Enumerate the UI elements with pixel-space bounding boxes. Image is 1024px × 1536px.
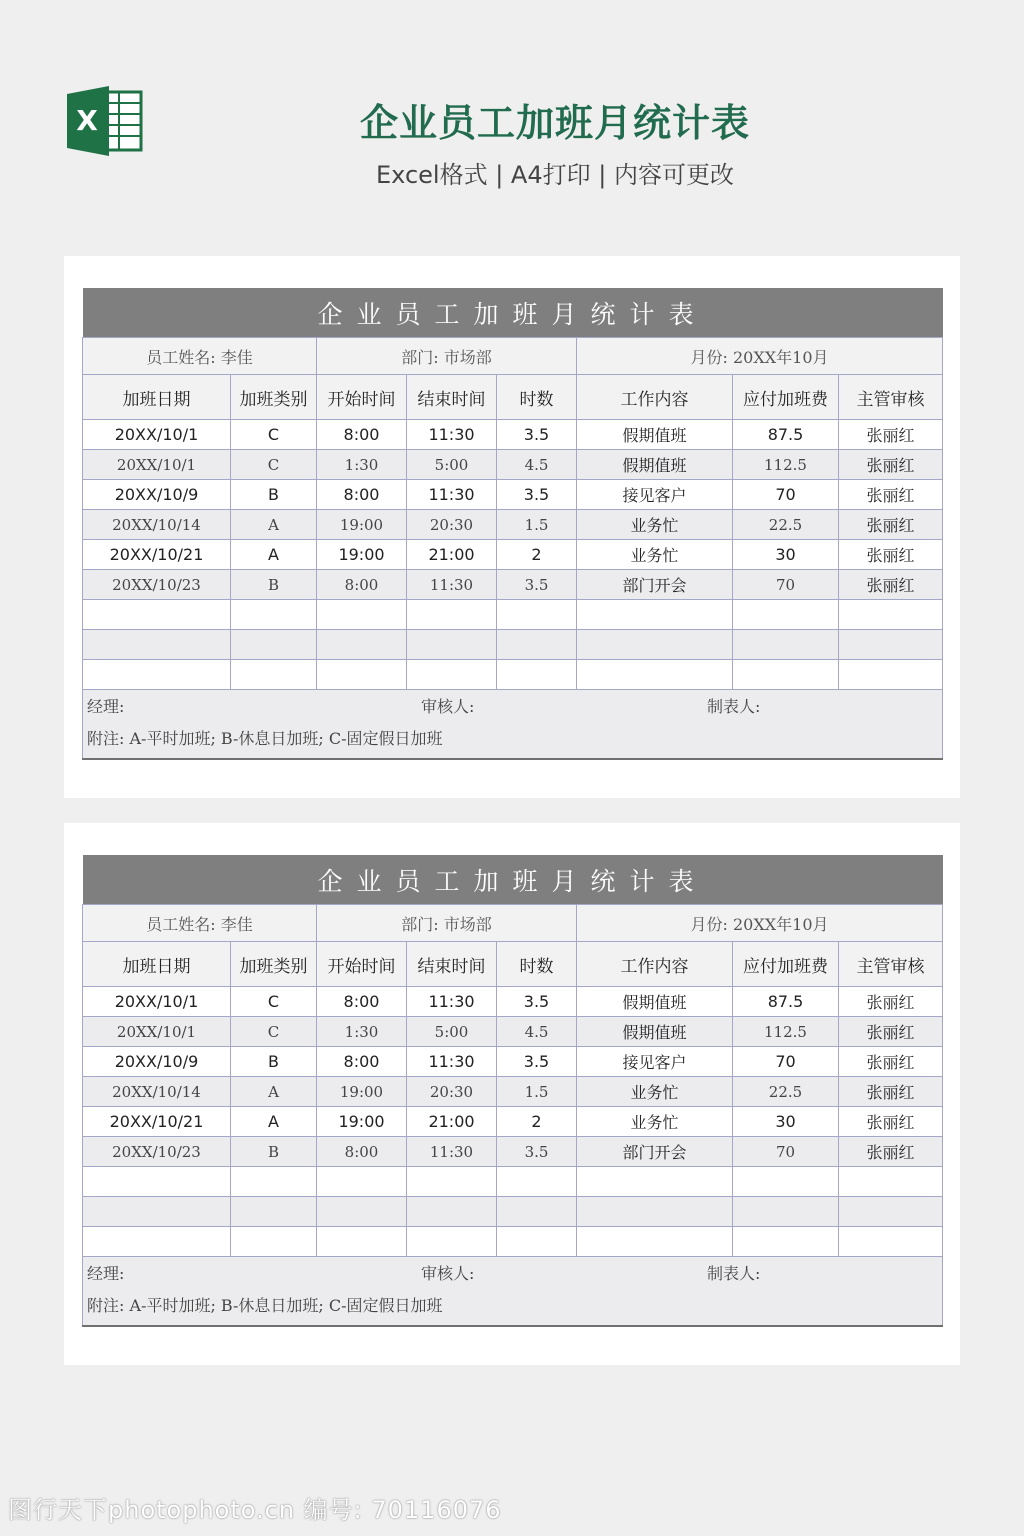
- table-cell[interactable]: 接见客户: [577, 1047, 733, 1077]
- table-cell[interactable]: 11:30: [407, 987, 497, 1017]
- table-cell[interactable]: 8:00: [317, 1137, 407, 1167]
- table-row: [83, 510, 943, 540]
- table-cell[interactable]: 3.5: [497, 420, 577, 450]
- table-cell[interactable]: [83, 600, 231, 630]
- table-cell[interactable]: 部门开会: [577, 570, 733, 600]
- table-row: [83, 540, 943, 570]
- table-cell[interactable]: [317, 630, 407, 660]
- table-cell[interactable]: 张丽红: [839, 987, 943, 1017]
- table-cell[interactable]: [407, 660, 497, 690]
- table-row: [83, 660, 943, 690]
- table-cell[interactable]: [231, 1167, 317, 1197]
- table-cell[interactable]: [497, 600, 577, 630]
- column-header: 结束时间: [407, 375, 497, 420]
- maker-label: 制表人:: [707, 697, 761, 716]
- table-cell[interactable]: [83, 1197, 231, 1227]
- table-cell[interactable]: [839, 600, 943, 630]
- table-cell[interactable]: [839, 1197, 943, 1227]
- table-cell[interactable]: 22.5: [733, 1077, 839, 1107]
- table-cell[interactable]: 70: [733, 1137, 839, 1167]
- table-cell[interactable]: [497, 1167, 577, 1197]
- table-row: [83, 420, 943, 450]
- table-cell[interactable]: [231, 660, 317, 690]
- table-cell[interactable]: 20XX/10/23: [83, 1137, 231, 1167]
- table-cell[interactable]: [497, 630, 577, 660]
- table-cell[interactable]: 部门开会: [577, 1137, 733, 1167]
- table-cell[interactable]: 假期值班: [577, 420, 733, 450]
- table-cell[interactable]: 20XX/10/14: [83, 510, 231, 540]
- table-cell[interactable]: [733, 630, 839, 660]
- footer-cell: [83, 1257, 943, 1327]
- table-cell[interactable]: 张丽红: [839, 450, 943, 480]
- table-cell[interactable]: 3.5: [497, 480, 577, 510]
- table-cell[interactable]: 张丽红: [839, 1047, 943, 1077]
- column-header: 时数: [497, 942, 577, 987]
- table-cell[interactable]: 112.5: [733, 1017, 839, 1047]
- table-cell[interactable]: [231, 1227, 317, 1257]
- table-cell[interactable]: [83, 1227, 231, 1257]
- column-header: 开始时间: [317, 942, 407, 987]
- manager-label: 经理:: [87, 1264, 125, 1283]
- table-cell[interactable]: 8:00: [317, 480, 407, 510]
- table-cell[interactable]: [83, 630, 231, 660]
- table-cell[interactable]: 8:00: [317, 420, 407, 450]
- table-cell[interactable]: [407, 1167, 497, 1197]
- table-cell[interactable]: [733, 1197, 839, 1227]
- table-cell[interactable]: B: [231, 1047, 317, 1077]
- table-cell[interactable]: 业务忙: [577, 1077, 733, 1107]
- department-cell[interactable]: 部门: 市场部: [317, 338, 577, 375]
- table-cell[interactable]: 5:00: [407, 1017, 497, 1047]
- table-cell[interactable]: 11:30: [407, 1137, 497, 1167]
- table-cell[interactable]: [317, 660, 407, 690]
- table-cell[interactable]: 20XX/10/1: [83, 1017, 231, 1047]
- table-cell[interactable]: [83, 660, 231, 690]
- month-cell[interactable]: 月份: 20XX年10月: [577, 338, 943, 375]
- table-cell[interactable]: 20XX/10/23: [83, 570, 231, 600]
- table-cell[interactable]: 20XX/10/1: [83, 420, 231, 450]
- table-cell[interactable]: 接见客户: [577, 480, 733, 510]
- table-cell[interactable]: [231, 600, 317, 630]
- table-row: [83, 1107, 943, 1137]
- table-cell[interactable]: [577, 1197, 733, 1227]
- page-title: 企业员工加班月统计表: [359, 101, 750, 145]
- overtime-table: [82, 855, 943, 1327]
- manager-label: 经理:: [87, 697, 125, 716]
- table-cell[interactable]: 1.5: [497, 510, 577, 540]
- table-cell[interactable]: 假期值班: [577, 987, 733, 1017]
- excel-logo-icon: [67, 86, 143, 156]
- table-cell[interactable]: 19:00: [317, 1077, 407, 1107]
- table-cell[interactable]: 11:30: [407, 570, 497, 600]
- table-cell[interactable]: 112.5: [733, 450, 839, 480]
- sheet-card-2: [64, 823, 960, 1365]
- table-cell[interactable]: 70: [733, 570, 839, 600]
- table-cell[interactable]: [407, 1227, 497, 1257]
- footnote: 附注: A-平时加班; B-休息日加班; C-固定假日加班: [87, 1296, 443, 1315]
- table-cell[interactable]: [733, 1167, 839, 1197]
- table-cell[interactable]: [733, 660, 839, 690]
- table-cell[interactable]: 87.5: [733, 987, 839, 1017]
- table-cell[interactable]: 30: [733, 1107, 839, 1137]
- department-cell[interactable]: 部门: 市场部: [317, 905, 577, 942]
- table-cell[interactable]: 30: [733, 540, 839, 570]
- table-cell[interactable]: C: [231, 1017, 317, 1047]
- column-header: 应付加班费: [733, 375, 839, 420]
- table-cell[interactable]: 张丽红: [839, 540, 943, 570]
- employee-name-cell[interactable]: 员工姓名: 李佳: [83, 905, 317, 942]
- table-cell[interactable]: 1:30: [317, 1017, 407, 1047]
- table-cell[interactable]: 3.5: [497, 570, 577, 600]
- table-cell[interactable]: [733, 600, 839, 630]
- table-cell[interactable]: 业务忙: [577, 510, 733, 540]
- table-cell[interactable]: 20XX/10/9: [83, 1047, 231, 1077]
- table-cell[interactable]: [577, 600, 733, 630]
- table-cell[interactable]: 20XX/10/14: [83, 1077, 231, 1107]
- table-row: [83, 1017, 943, 1047]
- column-header: 加班日期: [83, 942, 231, 987]
- table-cell[interactable]: [231, 1197, 317, 1227]
- table-cell[interactable]: 2: [497, 1107, 577, 1137]
- sheet-card-1: [64, 256, 960, 798]
- table-cell[interactable]: 20XX/10/1: [83, 987, 231, 1017]
- column-header: 工作内容: [577, 942, 733, 987]
- table-cell[interactable]: 20XX/10/21: [83, 540, 231, 570]
- table-cell[interactable]: 假期值班: [577, 1017, 733, 1047]
- sheet-2: [82, 855, 942, 1327]
- reviewer-label: 审核人:: [421, 1264, 475, 1283]
- table-row: [83, 480, 943, 510]
- sheet-1: [82, 288, 942, 760]
- table-cell[interactable]: 张丽红: [839, 1107, 943, 1137]
- table-cell[interactable]: 70: [733, 480, 839, 510]
- excel-logo-letter: X: [76, 104, 98, 137]
- column-header: 时数: [497, 375, 577, 420]
- table-cell[interactable]: [577, 660, 733, 690]
- maker-label: 制表人:: [707, 1264, 761, 1283]
- table-cell[interactable]: [407, 1197, 497, 1227]
- table-cell[interactable]: A: [231, 1107, 317, 1137]
- table-cell[interactable]: [317, 1197, 407, 1227]
- table-cell[interactable]: 张丽红: [839, 1137, 943, 1167]
- table-cell[interactable]: 21:00: [407, 1107, 497, 1137]
- employee-name-cell[interactable]: 员工姓名: 李佳: [83, 338, 317, 375]
- table-cell[interactable]: [407, 600, 497, 630]
- table-cell[interactable]: 1.5: [497, 1077, 577, 1107]
- table-cell[interactable]: [577, 630, 733, 660]
- table-cell[interactable]: [577, 1227, 733, 1257]
- table-cell[interactable]: 张丽红: [839, 1077, 943, 1107]
- table-cell[interactable]: 22.5: [733, 510, 839, 540]
- table-cell[interactable]: 19:00: [317, 1107, 407, 1137]
- table-cell[interactable]: [577, 1167, 733, 1197]
- table-row: [83, 450, 943, 480]
- table-cell[interactable]: B: [231, 480, 317, 510]
- table-cell[interactable]: 2: [497, 540, 577, 570]
- table-cell[interactable]: [733, 1227, 839, 1257]
- table-cell[interactable]: 11:30: [407, 480, 497, 510]
- table-cell[interactable]: 19:00: [317, 510, 407, 540]
- table-cell[interactable]: 11:30: [407, 420, 497, 450]
- column-header: 应付加班费: [733, 942, 839, 987]
- table-cell[interactable]: 张丽红: [839, 570, 943, 600]
- table-cell[interactable]: [839, 1227, 943, 1257]
- table-cell[interactable]: 3.5: [497, 1047, 577, 1077]
- footer-cell: [83, 690, 943, 760]
- table-row: [83, 1227, 943, 1257]
- table-row: [83, 630, 943, 660]
- table-cell[interactable]: A: [231, 1077, 317, 1107]
- table-cell[interactable]: [317, 1167, 407, 1197]
- column-header: 开始时间: [317, 375, 407, 420]
- table-cell[interactable]: [317, 600, 407, 630]
- column-header: 加班类别: [231, 942, 317, 987]
- table-cell[interactable]: A: [231, 510, 317, 540]
- table-cell[interactable]: [497, 660, 577, 690]
- table-row: [83, 987, 943, 1017]
- table-cell[interactable]: 1:30: [317, 450, 407, 480]
- table-cell[interactable]: [839, 630, 943, 660]
- table-cell[interactable]: 21:00: [407, 540, 497, 570]
- table-cell[interactable]: 4.5: [497, 1017, 577, 1047]
- table-cell[interactable]: 3.5: [497, 1137, 577, 1167]
- table-cell[interactable]: 业务忙: [577, 540, 733, 570]
- column-header: 加班日期: [83, 375, 231, 420]
- table-cell[interactable]: 87.5: [733, 420, 839, 450]
- table-row: [83, 1167, 943, 1197]
- table-row: [83, 1047, 943, 1077]
- column-header: 结束时间: [407, 942, 497, 987]
- table-cell[interactable]: [497, 1227, 577, 1257]
- column-header: 主管审核: [839, 942, 943, 987]
- table-cell[interactable]: [407, 630, 497, 660]
- table-row: [83, 1137, 943, 1167]
- table-cell[interactable]: C: [231, 420, 317, 450]
- table-cell[interactable]: C: [231, 987, 317, 1017]
- table-row: [83, 1077, 943, 1107]
- table-cell[interactable]: 20:30: [407, 1077, 497, 1107]
- reviewer-label: 审核人:: [421, 697, 475, 716]
- sheet-title: 企业员工加班月统计表: [83, 855, 943, 905]
- table-cell[interactable]: 张丽红: [839, 420, 943, 450]
- footnote: 附注: A-平时加班; B-休息日加班; C-固定假日加班: [87, 729, 443, 748]
- table-cell[interactable]: B: [231, 570, 317, 600]
- table-cell[interactable]: 张丽红: [839, 510, 943, 540]
- overtime-table: [82, 288, 943, 760]
- table-cell[interactable]: 8:00: [317, 987, 407, 1017]
- table-cell[interactable]: 70: [733, 1047, 839, 1077]
- column-header: 工作内容: [577, 375, 733, 420]
- table-cell[interactable]: 20XX/10/21: [83, 1107, 231, 1137]
- table-cell[interactable]: 张丽红: [839, 1017, 943, 1047]
- table-row: [83, 1197, 943, 1227]
- table-cell[interactable]: 业务忙: [577, 1107, 733, 1137]
- table-cell[interactable]: 假期值班: [577, 450, 733, 480]
- sheet-title: 企业员工加班月统计表: [83, 288, 943, 338]
- table-cell[interactable]: 8:00: [317, 570, 407, 600]
- watermark: 图行天下photophoto.cn 编号: 70116076: [8, 1496, 502, 1524]
- table-cell[interactable]: [317, 1227, 407, 1257]
- table-row: [83, 570, 943, 600]
- page-subtitle: Excel格式 | A4打印 | 内容可更改: [376, 161, 734, 189]
- table-cell[interactable]: [231, 630, 317, 660]
- table-cell[interactable]: 20:30: [407, 510, 497, 540]
- table-cell[interactable]: [497, 1197, 577, 1227]
- table-cell[interactable]: 4.5: [497, 450, 577, 480]
- table-cell[interactable]: [83, 1167, 231, 1197]
- month-cell[interactable]: 月份: 20XX年10月: [577, 905, 943, 942]
- table-cell[interactable]: 张丽红: [839, 480, 943, 510]
- column-header: 主管审核: [839, 375, 943, 420]
- table-cell[interactable]: B: [231, 1137, 317, 1167]
- table-cell[interactable]: [839, 660, 943, 690]
- table-cell[interactable]: 8:00: [317, 1047, 407, 1077]
- table-cell[interactable]: C: [231, 450, 317, 480]
- column-header: 加班类别: [231, 375, 317, 420]
- table-cell[interactable]: 20XX/10/9: [83, 480, 231, 510]
- table-cell[interactable]: A: [231, 540, 317, 570]
- table-cell[interactable]: 20XX/10/1: [83, 450, 231, 480]
- table-cell[interactable]: 19:00: [317, 540, 407, 570]
- table-cell[interactable]: 5:00: [407, 450, 497, 480]
- table-cell[interactable]: [839, 1167, 943, 1197]
- table-cell[interactable]: 11:30: [407, 1047, 497, 1077]
- table-row: [83, 600, 943, 630]
- table-cell[interactable]: 3.5: [497, 987, 577, 1017]
